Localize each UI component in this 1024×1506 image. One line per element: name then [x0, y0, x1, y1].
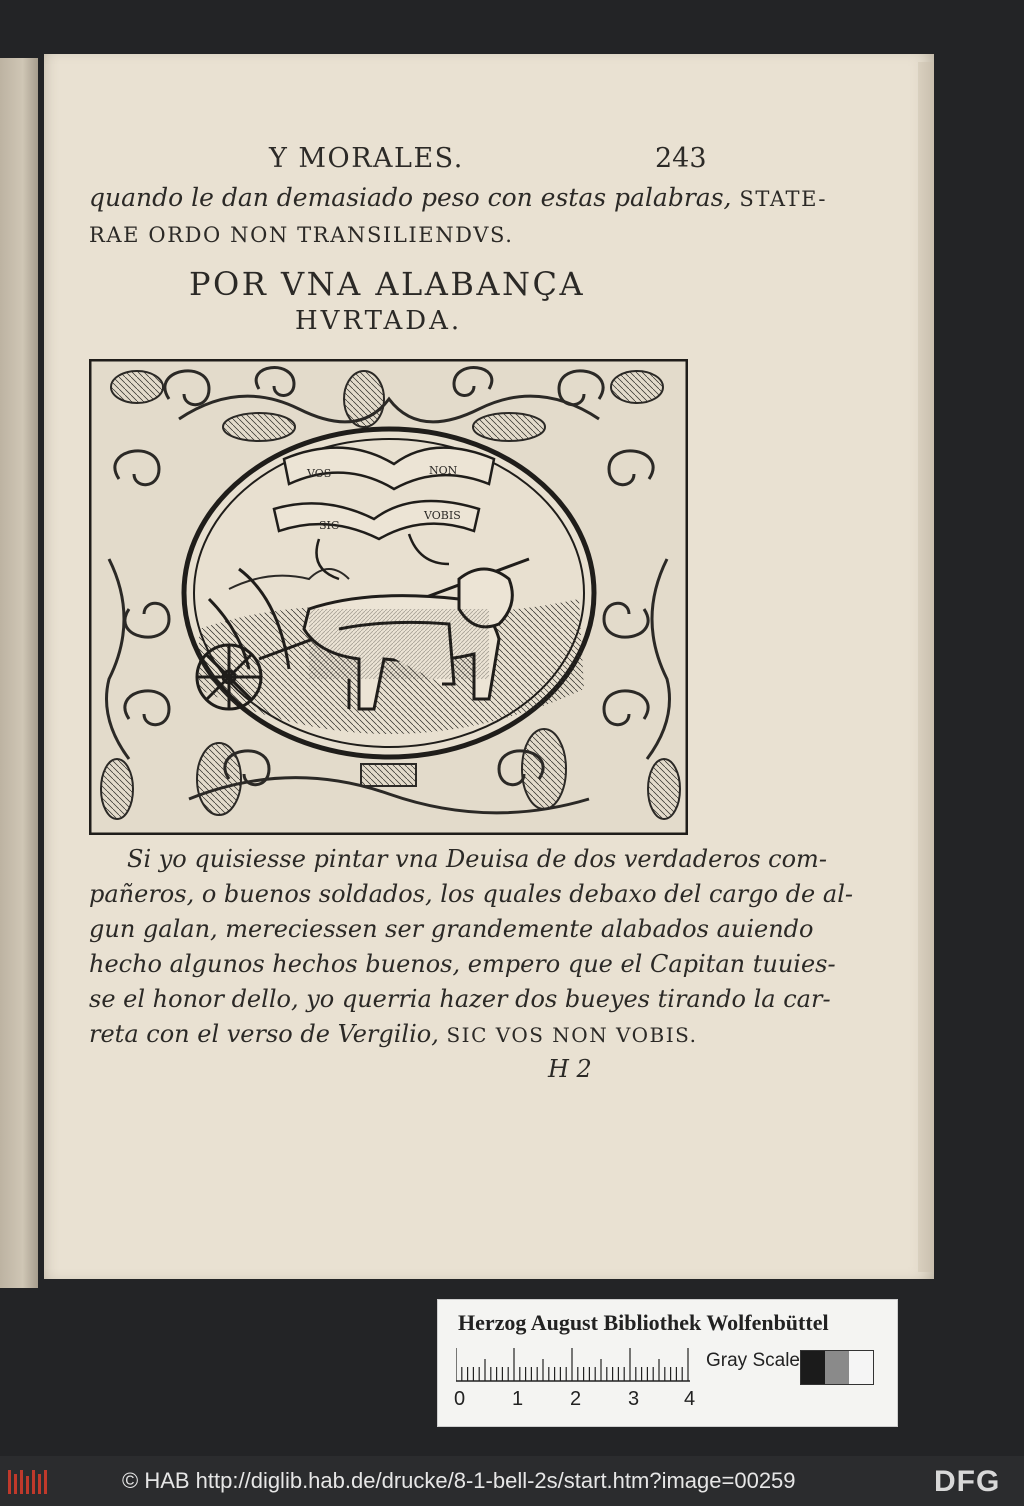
scale-number-2: 2 [570, 1388, 582, 1410]
body-text-line-6-italic: reta con el verso de Vergilio, [89, 1020, 439, 1048]
signature-mark: H 2 [548, 1055, 592, 1083]
library-name: Herzog August Bibliothek Wolfenbüttel [458, 1310, 829, 1335]
woodcut-illustration [89, 359, 688, 835]
banner-word-vos: VOS [307, 467, 332, 480]
scale-number-3: 3 [628, 1388, 640, 1410]
banner-word-non: NON [429, 464, 458, 477]
running-head: Y MORALES. [269, 143, 464, 174]
copyright-link[interactable]: © HAB http://diglib.hab.de/drucke/8-1-bell-2s/start.htm?image=00259 [122, 1468, 796, 1493]
gray-scale-swatch [800, 1350, 874, 1385]
text-line-1 [89, 183, 827, 212]
banner-word-sic: SIC [319, 519, 340, 532]
swatch-gray [825, 1351, 849, 1384]
body-text-line-5: se el honor dello, yo querria hazer dos bueyes tirando la car- [89, 985, 831, 1013]
body-text-line-6 [89, 1020, 697, 1048]
swatch-black [801, 1351, 825, 1384]
dfg-logo: DFG [934, 1465, 1001, 1498]
text-line-1-caps: STATE- [739, 187, 828, 211]
page-number: 243 [655, 143, 707, 174]
emblem-title-line-1: POR VNA ALABANÇA [189, 265, 586, 303]
body-text-line-6-caps: SIC VOS NON VOBIS. [446, 1023, 698, 1047]
scale-number-4: 4 [684, 1388, 696, 1410]
page-fore-edge [918, 62, 934, 1272]
swatch-white [849, 1351, 873, 1384]
body-text-line-1: Si yo quisiesse pintar vna Deuisa de dos verdaderos com- [127, 845, 827, 873]
scale-number-1: 1 [512, 1388, 524, 1410]
viewer-footer [0, 1456, 1024, 1506]
body-text-line-3: gun galan, mereciessen ser grandemente alabados auiendo [89, 915, 814, 943]
text-line-2: RAE ORDO NON TRANSILIENDVS. [89, 223, 514, 247]
body-text-line-2: pañeros, o buenos soldados, los quales debaxo del cargo de al- [89, 880, 853, 908]
color-calibration-bar [437, 1299, 898, 1427]
banner-word-vobis: VOBIS [424, 509, 461, 522]
scale-ruler [456, 1348, 696, 1382]
hab-barcode-logo-icon [8, 1470, 48, 1494]
scale-number-0: 0 [454, 1388, 466, 1410]
text-line-1-italic: quando le dan demasiado peso con estas palabras, [89, 183, 732, 212]
emblem-title-line-2: HVRTADA. [295, 306, 463, 336]
gray-scale-label: Gray Scale [706, 1350, 800, 1371]
facing-page-edge [0, 58, 38, 1288]
body-text-line-4: hecho algunos hechos buenos, empero que el Capitan tuuies- [89, 950, 836, 978]
